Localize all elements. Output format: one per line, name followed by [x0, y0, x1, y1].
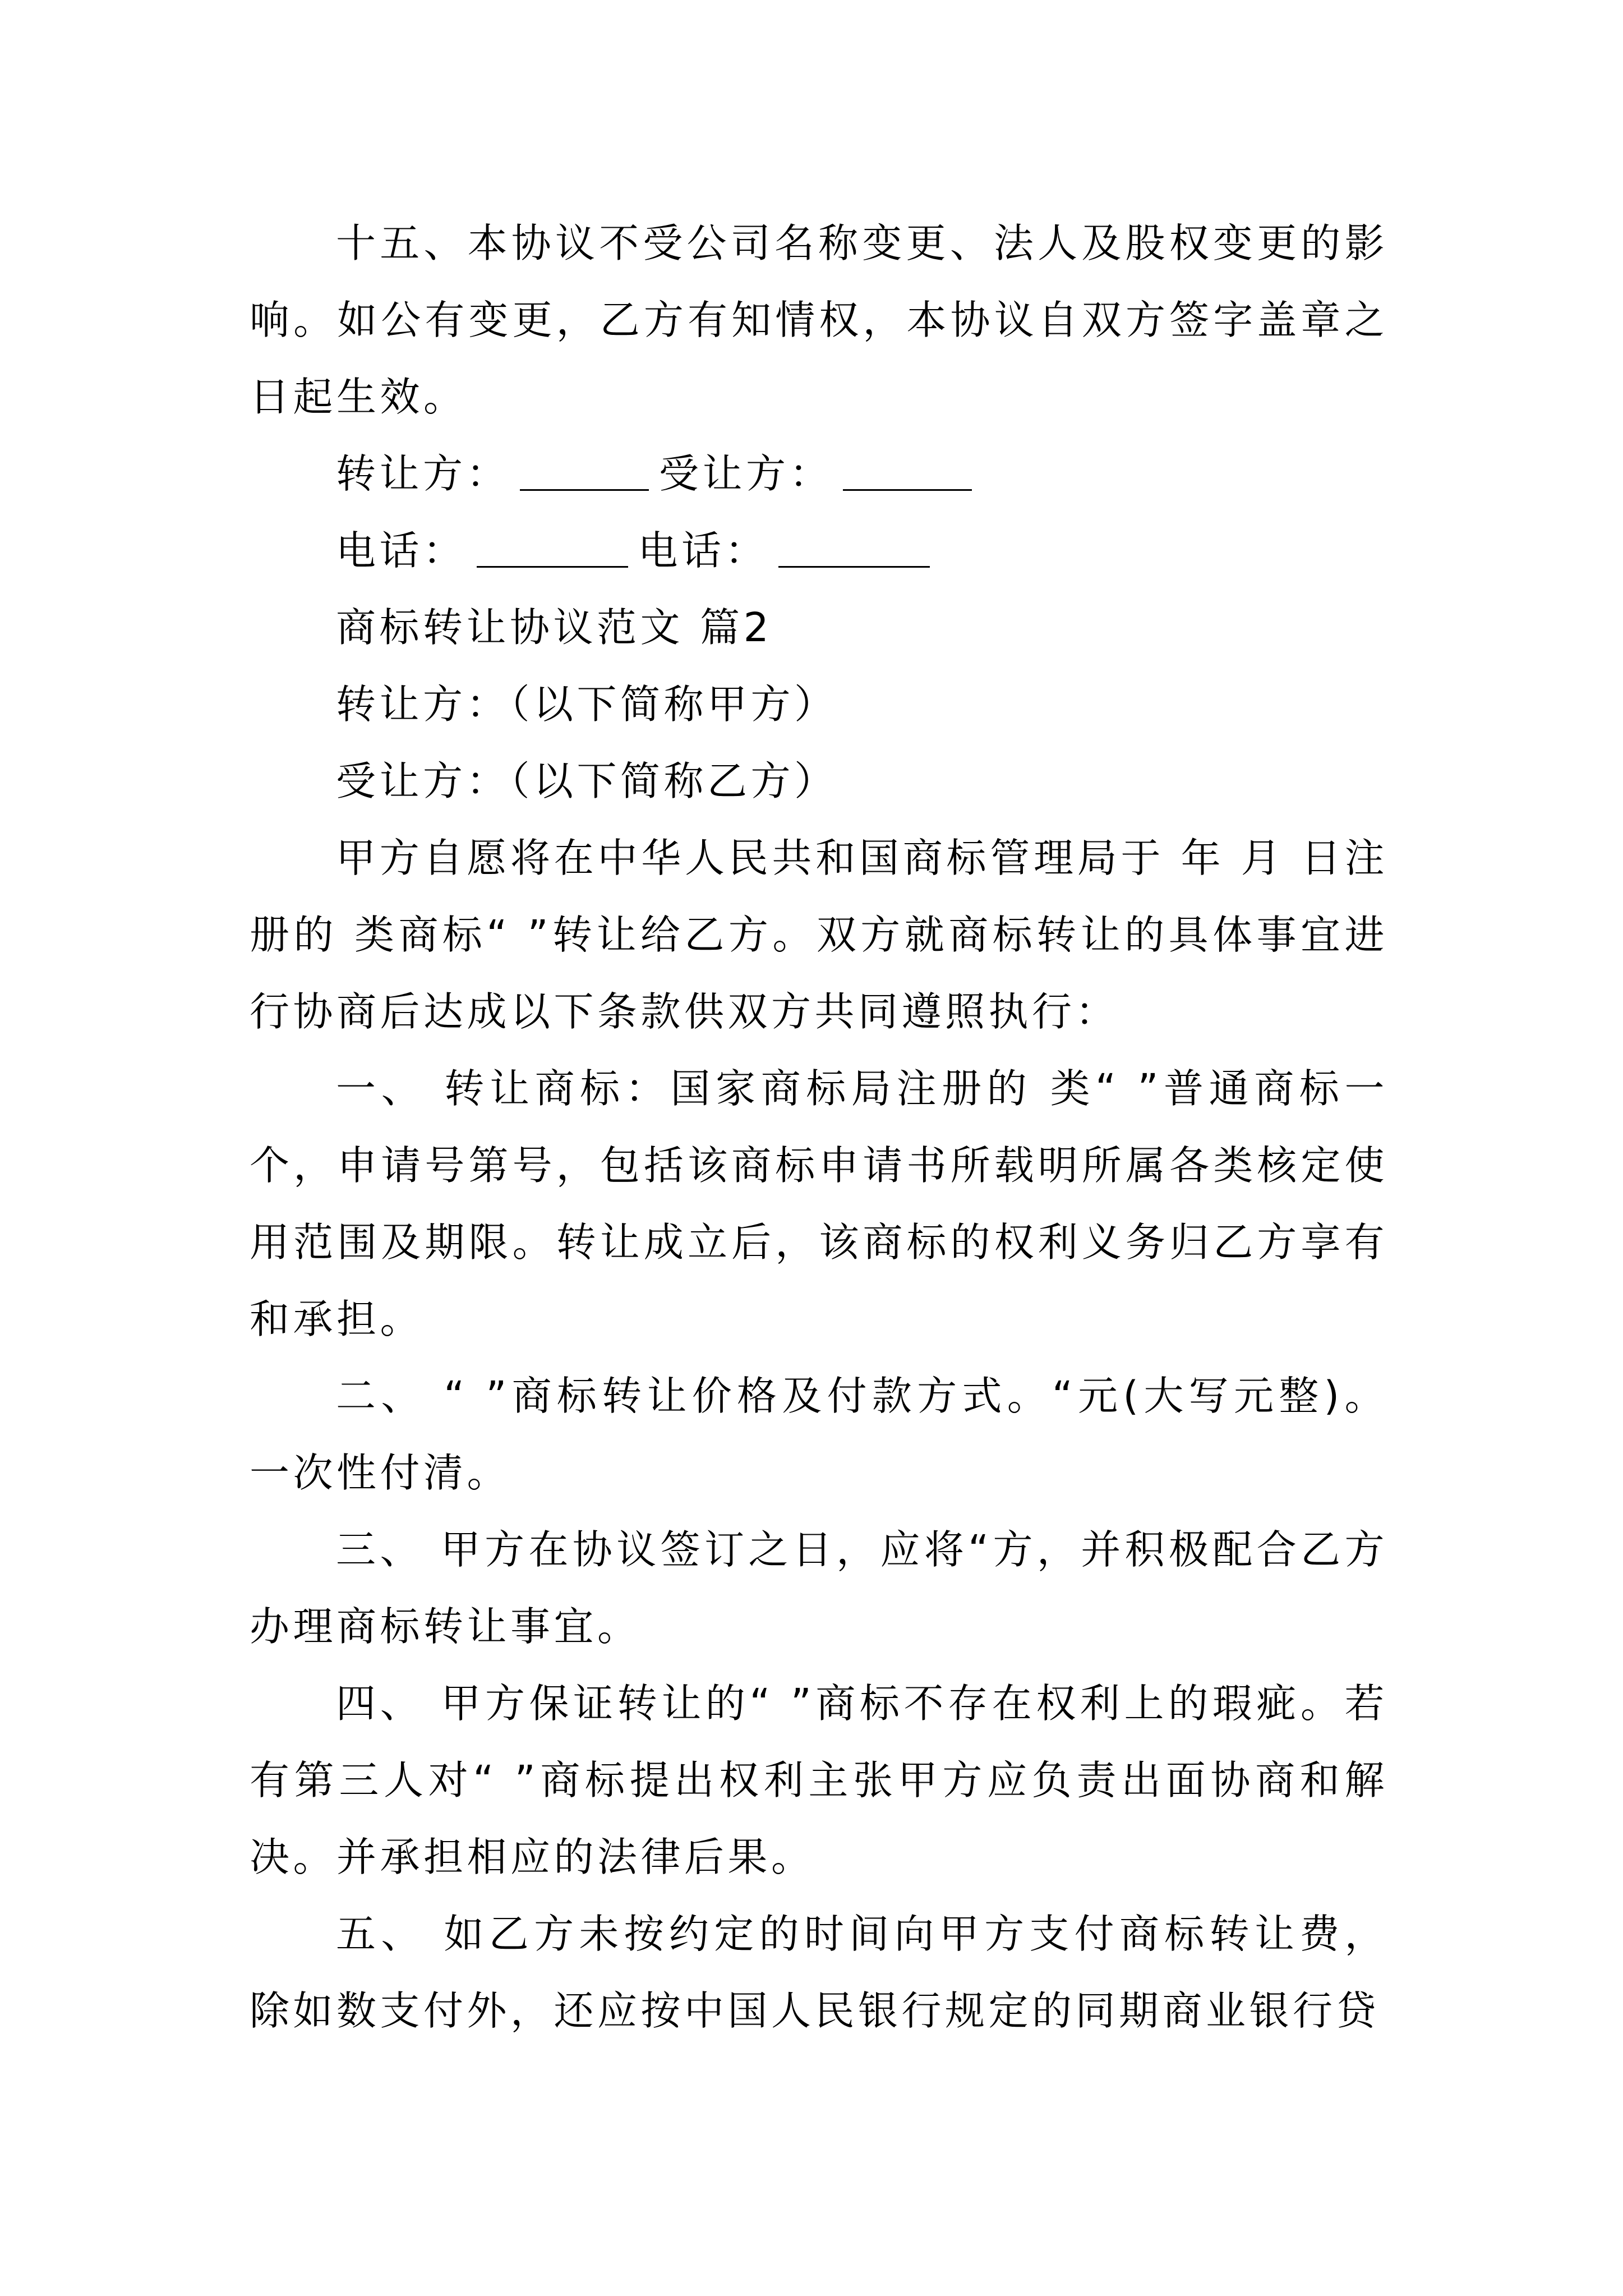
clause-15: 十五、本协议不受公司名称变更、法人及股权变更的影响。如公有变更，乙方有知情权，本协议自双方签字盖章之日起生效。 — [250, 220, 1388, 420]
transferee-line: 受让方：（以下简称乙方） — [336, 758, 838, 804]
clause-4: 四、 甲方保证转让的“ ”商标不存在权利上的瑕疵。若有第三人对“ ”商标提出权利主张甲方应负责出面协商和解决。并承担相应的法律后果。 — [250, 1680, 1388, 1880]
phone-label-2: 电话： — [638, 527, 769, 574]
phone-blank-2 — [778, 532, 930, 568]
signature-line-phones — [250, 512, 1388, 589]
document-body — [250, 205, 1388, 2049]
transferee-label: 受让方： — [659, 450, 833, 497]
intro-paragraph: 甲方自愿将在中华人民共和国商标管理局于 年 月 日注册的 类商标“ ”转让给乙方。双方就商标转让的具体事宜进行协商后达成以下条款供双方共同遵照执行： — [250, 835, 1388, 1035]
transferor-line: 转让方：（以下简称甲方） — [336, 681, 838, 728]
transferee-blank — [843, 455, 972, 491]
signature-line-parties — [250, 435, 1388, 512]
phone-blank-1 — [477, 532, 628, 568]
transferor-blank — [520, 455, 649, 491]
clause-5: 五、 如乙方未按约定的时间向甲方支付商标转让费，除如数支付外，还应按中国人民银行规定的同期商业银行贷 — [250, 1911, 1388, 2034]
phone-label-1: 电话： — [336, 527, 467, 574]
transferor-label: 转让方： — [336, 450, 510, 497]
clause-3: 三、 甲方在协议签订之日，应将“方，并积极配合乙方办理商标转让事宜。 — [250, 1526, 1388, 1650]
clause-2: 二、 “ ”商标转让价格及付款方式。“元(大写元整)。一次性付清。 — [250, 1373, 1388, 1496]
section-title: 商标转让协议范文 篇2 — [336, 604, 773, 651]
clause-1: 一、 转让商标：国家商标局注册的 类“ ”普通商标一个，申请号第号，包括该商标申请书所载明所属各类核定使用范围及期限。转让成立后，该商标的权利义务归乙方享有和承担。 — [250, 1065, 1388, 1342]
